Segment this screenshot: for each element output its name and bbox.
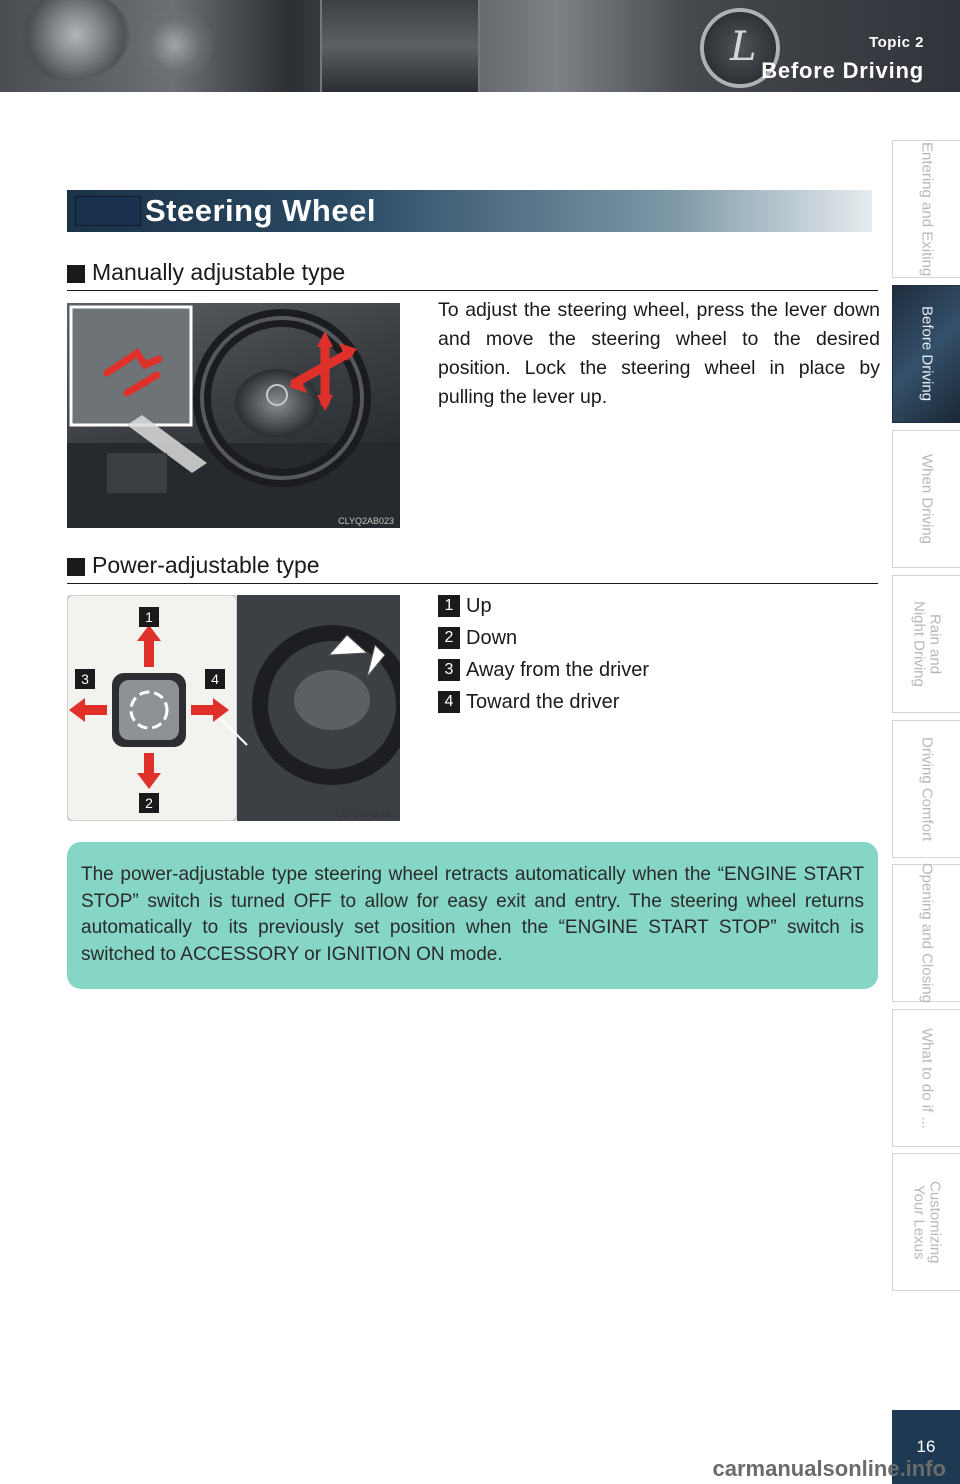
page-number: 16: [892, 1410, 960, 1484]
power-switch-illustration: [67, 595, 400, 821]
number-badge: 1: [438, 595, 460, 617]
manual-heading: Manually adjustable type: [67, 257, 878, 291]
bullet-square-icon: [67, 558, 85, 576]
section-title-bar: [67, 190, 872, 232]
topic-label: Topic 2: [869, 34, 924, 51]
callout-1: 1: [139, 607, 159, 627]
tab-driving-comfort[interactable]: Driving Comfort: [892, 720, 960, 858]
bullet-square-icon: [67, 265, 85, 283]
callout-3: 3: [75, 669, 95, 689]
legend-item-toward: 4 Toward the driver: [438, 689, 619, 715]
console-graphic: [320, 0, 480, 92]
tab-what-to-do-if[interactable]: What to do if ...: [892, 1009, 960, 1147]
figure-code: CLYQGAB732: [336, 809, 394, 819]
power-steering-figure: [67, 595, 400, 821]
legend-item-up: 1 Up: [438, 593, 492, 619]
title-swatch: [75, 196, 141, 226]
legend-item-away: 3 Away from the driver: [438, 657, 649, 683]
headlight-graphic: [10, 0, 130, 80]
power-heading: Power-adjustable type: [67, 550, 878, 584]
manual-instructions: To adjust the steering wheel, press the lever down and move the steering wheel to the desired position. Lock the steering wheel in place by pulling the lever up.: [438, 299, 880, 408]
lexus-emblem-icon: L: [700, 8, 780, 88]
header-banner: [0, 0, 960, 92]
page-title: Steering Wheel: [145, 193, 376, 228]
legend-item-down: 2 Down: [438, 625, 517, 651]
callout-2: 2: [139, 793, 159, 813]
number-badge: 3: [438, 659, 460, 681]
section-title: Before Driving: [761, 58, 924, 83]
callout-4: 4: [205, 669, 225, 689]
tab-opening-and-closing[interactable]: Opening and Closing: [892, 864, 960, 1002]
info-note: The power-adjustable type steering wheel retracts automatically when the “ENGINE START STOP” switch is turned OFF to allow for easy exit and entry. The steering wheel returns automatically to its previously set position when the “ENGINE START STOP” switch is switched to ACCESSORY or IGNITION ON mode.: [67, 842, 878, 989]
steering-wheel-illustration: [67, 303, 400, 528]
tab-before-driving[interactable]: Before Driving: [892, 285, 960, 423]
manual-steering-figure: [67, 303, 400, 528]
tab-rain-and-night-driving[interactable]: Rain and Night Driving: [892, 575, 960, 713]
number-badge: 4: [438, 691, 460, 713]
figure-code: CLYQ2AB023: [338, 516, 394, 526]
tab-entering-and-exiting[interactable]: Entering and Exiting: [892, 140, 960, 278]
tab-when-driving[interactable]: When Driving: [892, 430, 960, 568]
headlight-graphic: [130, 10, 220, 80]
watermark: carmanualsonline.info: [712, 1456, 946, 1481]
tab-customizing-your-lexus[interactable]: Customizing Your Lexus: [892, 1153, 960, 1291]
number-badge: 2: [438, 627, 460, 649]
